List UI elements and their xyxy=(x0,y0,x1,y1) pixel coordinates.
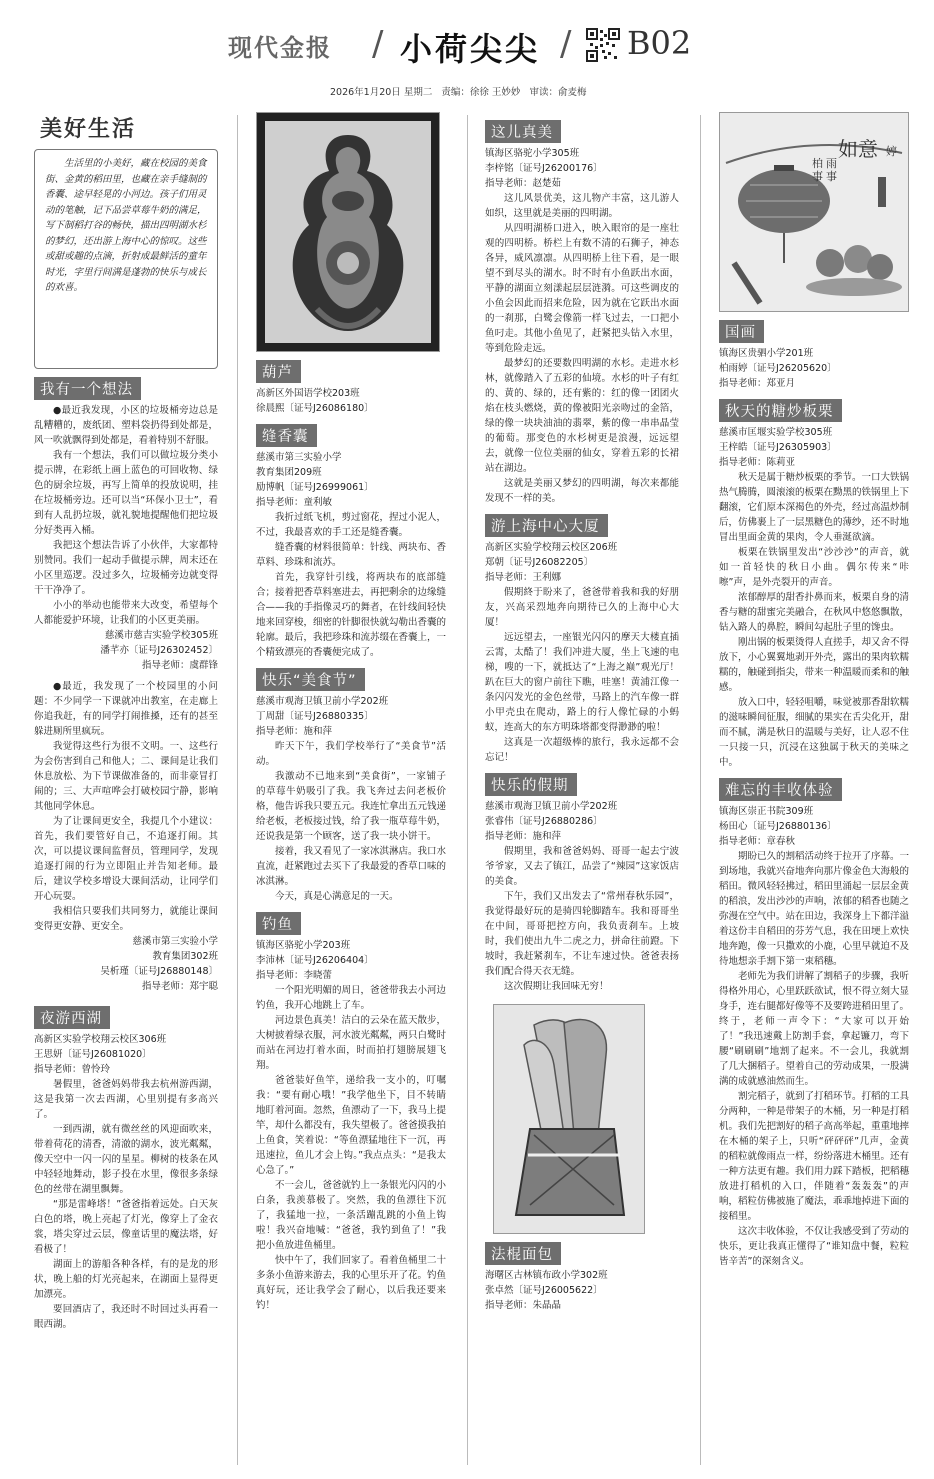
article-body xyxy=(256,983,446,1363)
author-school: 教育集团302班 xyxy=(152,951,218,962)
slash-divider: / xyxy=(372,24,384,64)
paragraph: 老师先为我们讲解了割稻子的步骤，我听得格外用心，心里跃跃欲试，恨不得立刻大显身手，连右腿都好像等不及要跨进稻田里了。终于，老师一声令下：“大家可以开始了！”我迅速戴上防割手套，拿起镰刀，弯下腰“刷刷刷”地割了起来。不一会儿，我就割了几大捆稻子。望着自己的劳动成果，一股满满的成就感油然而生。 xyxy=(719,971,910,1087)
paragraph: 我觉得这些行为很不文明。一、这些行为会伤害到自己和他人；二、课间是让我们休息放松、为下节课做准备的，而非豪冒打闹的；三、大声喧哗会打破校园宁静，影响其他同学休息。 xyxy=(34,741,218,812)
author-name: 张睿伟〔证号J26880286〕 xyxy=(485,816,603,827)
article-title: 难忘的丰收体验 xyxy=(719,778,842,801)
author-name: 王梓皓〔证号J26305903〕 xyxy=(719,442,837,453)
paragraph: 这次假期让我回味无穷！ xyxy=(504,981,609,992)
article-body xyxy=(485,844,679,994)
author-school: 镇海区骆驼小学305班 xyxy=(485,148,580,159)
paragraph: 放入口中，轻轻咀嚼，味觉被那香甜软糯的滋味瞬间征服，细腻的果实在舌尖化开，甜而不腻，满是秋日的温暖与美好，让人忍不住一只接一只，沉浸在这独属于秋天的美味之中。 xyxy=(719,697,910,768)
article-title: 国画 xyxy=(719,320,764,343)
masthead xyxy=(0,0,934,78)
paragraph: 板栗在铁锅里发出“沙沙沙”的声音，就如一首轻快的秋日小曲。偶尔传来“咔嚓”声，是外壳裂开的声音。 xyxy=(719,547,909,588)
paragraph: 最近，我发现了一个校园里的小问题：不少同学一下课就冲出教室，在走廊上你追我赶，有的同学打闹推搡，还有的甚至躲进厕所里疯玩。 xyxy=(34,681,218,737)
article-body xyxy=(256,739,446,904)
paragraph: 秋天是属于糖炒板栗的季节。一口大铁锅热气腾腾，圆滚滚的板栗在黝黑的铁锅里上下翻滚，它们原本深褐色的外壳，经过高温炒制后，仿佛裹上了一层黑糖色的薄纱，还不时地冒出里面金黄的果肉，令人垂涎欲滴。 xyxy=(719,472,910,543)
article-title: 我有一个想法 xyxy=(34,377,141,400)
paragraph: 期盼已久的割稻活动终于拉开了序幕。一到场地，我就兴奋地奔向那片像金色大海般的稻田。微风轻轻拂过，稻田里涌起一层层金黄的稻浪，发出沙沙的声响，浓郁的稻香也随之弥漫在空气中。站在田边，我深身上下都洋溢着这份丰自稻田的芬芳气息，我在田埂上欢快地奔跑，像一只撒欢的小鹿，心里早就迫不及待地想亲手割下第一束稻穗。 xyxy=(719,851,910,967)
paragraph: 为了让课间更安全，我提几个小建议：首先，我们要管好自己，不追逐打闹。其次，可以提议课间监督员，管理同学，发现追逐打闹的行为立即阻止并告知老师。最后，建议学校多增设大课间活动，让同学们开心玩耍。 xyxy=(34,816,218,902)
teacher-credit: 指导老师：施和萍 xyxy=(485,831,562,842)
author-school: 教育集团209班 xyxy=(256,467,322,478)
article-title: 快乐“美食节” xyxy=(256,668,365,691)
article-body xyxy=(34,403,218,628)
article-body xyxy=(719,849,909,1409)
paragraph: 小小的举动也能带来大改变，希望每个人都能爱护环境，让我们的小区更美丽。 xyxy=(34,600,218,626)
paragraph: 割完稻子，就到了打稻环节。打稻的工具分两种，一种是带架子的木桶，另一种是打稻机。我们先把割好的稻子高高举起，重重地摔在木桶的架子上，只听“砰砰砰”几声，金黄的稻粒就像雨点一样，纷纷落进木桶里。还有一种方法更有趣。我们用力踩下踏板，把稻穗放进打稻机的入口，伴随着“轰轰轰”的声响，稻粒仿佛被施了魔法，乖乖地掉进下面的接稻里。 xyxy=(719,1091,910,1222)
article-title: 这儿真美 xyxy=(485,120,561,143)
article-body xyxy=(719,470,909,770)
bullet-icon: ● xyxy=(53,405,62,416)
article-title: 缝香囊 xyxy=(256,424,317,447)
paragraph: 最梦幻的还要数四明湖的水杉。走进水杉林，就像踏入了五彩的仙境。水杉的叶子有红的、黄的、绿的，还有紫的：红的像一团团火焰在枝头燃烧，黄的像被阳光亲吻过的金箔，绿的像一块块油油的翡翠，紫的像一串串晶莹的葡萄。那变色的水杉树更是浪漫，远远望去，就像一位位美丽的仙女，穿着五彩的长裙站在湖边。 xyxy=(485,358,679,474)
author-name: 李沛林〔证号J26206404〕 xyxy=(256,955,374,966)
column-3 xyxy=(485,112,679,1313)
chinese-painting xyxy=(719,112,909,312)
author-school: 慈溪市慈吉实验学校305班 xyxy=(104,630,218,641)
paragraph: 要回酒店了，我还时不时回过头再看一眼西湖。 xyxy=(34,1304,218,1330)
paragraph: 假期里，我和爸爸妈妈、哥哥一起去宁波爷爷家，又去了镇江，品尝了“辣园”这家饭店的美食。 xyxy=(485,846,679,887)
paragraph: 暑假里，爸爸妈妈带我去杭州游西湖，这是我第一次去西湖，心里别提有多高兴了。 xyxy=(34,1079,218,1120)
article-title: 夜游西湖 xyxy=(34,1006,110,1029)
column-4 xyxy=(719,112,909,1409)
paragraph: 今天，真是心满意足的一天。 xyxy=(275,891,399,902)
author-name: 励博帆〔证号J26999061〕 xyxy=(256,482,374,493)
paragraph: 远远望去，一座银光闪闪的摩天大楼直插云霄，太酷了！我们冲进大厦，坐上飞速的电梯，嗖的一下，就抵达了“上海之巅”观光厅！趴在巨大的窗户前往下瞧，哇塞！黄浦江像一条闪闪发光的金色丝带，马路上的汽车像一群小甲壳虫在爬动，路上的行人像忙碌的小蚂蚁，连高大的东方明珠塔都变得渺渺的啦！ xyxy=(485,632,679,733)
article-title: 秋天的糖炒板栗 xyxy=(719,399,842,422)
editor-credit: 责编：徐徐 王妙妙 xyxy=(441,87,521,98)
paragraph: 我有一个想法，我们可以做垃圾分类小提示牌，在彩纸上画上蓝色的可回收物、绿色的厨余垃圾，再写上简单的投放说明，挂在垃圾桶旁边。还可以当“环保小卫士”，看到有人乱扔垃圾，就礼貌地提醒他们把垃圾分好类再入桶。 xyxy=(34,450,218,536)
gourd-painting xyxy=(256,112,440,352)
paragraph: 这儿风景优美，这儿物产丰富，这儿游人如织，这里就是美丽的四明湖。 xyxy=(485,193,679,219)
author-school: 慈溪市匡堰实验学校305班 xyxy=(719,427,833,438)
author-name: 柏雨婷〔证号J26205620〕 xyxy=(719,363,837,374)
section-title: 小荷尖尖 xyxy=(400,30,541,68)
teacher-credit: 指导老师：李晓蕾 xyxy=(256,970,333,981)
teacher-credit: 指导老师：赵楚茹 xyxy=(485,178,562,189)
paragraph: 下午，我们又出发去了“常州春秋乐园”，我觉得最好玩的是骑四轮脚踏车。我和哥哥坐在中间，哥哥把控方向，我负责刹车。上坡时，我们使出九牛二虎之力，拼命往前蹬。下坡时，我赶紧刹车，不让车速过快。爸爸表扬我们配合得天衣无缝。 xyxy=(485,891,679,977)
author-name: 张卓然〔证号J26005622〕 xyxy=(485,1285,603,1296)
article-body xyxy=(34,679,218,934)
author-name: 丁周甜〔证号J26880335〕 xyxy=(256,711,374,722)
intro-text: 生活里的小美好，藏在校园的美食街、金黄的稻田里，也藏在亲手缝制的香囊、途早轻晃的小河边。孩子们用灵动的笔触，记下品尝草莓牛奶的满足，写下制稻打谷的畅快，描出四明湖水杉的梦幻，还出游上海中心的惊叹。这些或甜或趣的点滴，折射成最鲜活的童年时光，字里行间满是蓬勃的快乐与成长的欢喜。 xyxy=(45,158,207,293)
teacher-credit: 指导老师：虞群锋 xyxy=(141,660,218,671)
paragraph: 从四明湖桥口进入，映入眼帘的是一座壮观的四明桥。桥栏上有数不清的石狮子，神态各异，威风凛凛。从四明桥上往下看，是一眼望不到尽头的湖水。时不时有小鱼跃出水面，平静的湖面立刻漾起层层涟漪。可这些调皮的小鱼会因此而招来危险，因为就在它跃出水面的一刹那，白鹭会像箭一样飞过去，一口把小鱼叼走。其他小鱼见了，赶紧把头钻入水里，等到危险走远。 xyxy=(485,223,679,354)
author-name: 郑朝〔证号J26082205〕 xyxy=(485,557,594,568)
column-2 xyxy=(256,112,446,1363)
author-school: 慈溪市第三实验小学 xyxy=(256,452,342,463)
paragraph: 我折过纸飞机，剪过窗花，捏过小泥人，不过，我最喜欢的手工还是缝香囊。 xyxy=(256,512,447,538)
article-title: 钓鱼 xyxy=(256,912,301,935)
author-school: 高新区实验学校翔云校区206班 xyxy=(485,542,618,553)
paragraph: 河边景色真美！洁白的云朵在蓝天散步，大树披着绿衣服，河水波光粼粼，两只白鹭时而站在河边打着水面，时而拍打翅膀展翅飞翔。 xyxy=(256,1015,447,1071)
page-number: B02 xyxy=(627,24,692,62)
issue-date: 2026年1月20日 星期二 xyxy=(330,87,433,98)
author-name: 王思妍〔证号J26081020〕 xyxy=(34,1049,152,1060)
paragraph: 接着，我又看见了一家冰淇淋店。我口水直流，赶紧跑过去买下了我最爱的香草口味的冰淇淋。 xyxy=(256,846,447,887)
paragraph: 假期終于盼来了，爸爸带着我和我的好朋友，兴高采烈地奔向期待已久的上海中心大厦！ xyxy=(485,587,679,628)
paragraph: 湖面上的游船各种各样，有的是龙的形状，晚上船的灯光亮起来，在湖面上显得更加漂亮。 xyxy=(34,1259,218,1300)
teacher-credit: 指导老师：郑亚月 xyxy=(719,378,796,389)
teacher-credit: 指导老师：章春秋 xyxy=(719,836,796,847)
paragraph: 一个阳光明媚的周日，爸爸带我去小河边钓鱼，我开心地跳上了车。 xyxy=(256,985,447,1011)
paragraph: 我把这个想法告诉了小伙伴，大家都特别赞同。我们一起动手做提示牌，周末还在小区里巡逻。没过多久，垃圾桶旁边就变得干干净净了。 xyxy=(34,540,218,596)
author-name: 吴析瑾〔证号J26880148〕 xyxy=(100,966,218,977)
article-title: 葫芦 xyxy=(256,360,301,383)
painting-caption: 雨事 xyxy=(826,157,837,183)
column-divider xyxy=(237,115,238,1465)
teacher-credit: 指导老师：朱晶晶 xyxy=(485,1300,562,1311)
author-name: 潘芊亦〔证号J26302452〕 xyxy=(100,645,218,656)
paragraph: 快中午了，我们回家了。看着鱼桶里二十多条小鱼游来游去，我的心里乐开了花。钓鱼真好玩，还让我学会了耐心，以后我还要来钓！ xyxy=(256,1255,447,1311)
intro-title: 美好生活 xyxy=(40,116,137,142)
article-body xyxy=(34,1077,218,1330)
issue-meta xyxy=(330,84,592,98)
slash-divider: / xyxy=(560,24,572,64)
column-divider xyxy=(700,115,701,1465)
paragraph: 刚出锅的板栗烫得人直搓手，却又舍不得放下，小心翼翼地剥开外壳，露出的果肉软糯糯的，触碰到指尖，带来一种温暖而柔和的触感。 xyxy=(719,637,910,693)
paragraph: 这次丰收体验，不仅让我感受到了劳动的快乐，更让我真正懂得了“谁知盘中餐，粒粒皆辛苦”的深刻含义。 xyxy=(719,1226,910,1267)
baguette-drawing-icon xyxy=(494,1005,644,1233)
article-body xyxy=(485,585,679,765)
article-body xyxy=(256,510,446,660)
author-school: 慈溪市第三实验小学 xyxy=(132,936,218,947)
article-title: 游上海中心大厦 xyxy=(485,514,608,537)
paragraph: 一到西湖，就有微丝丝的风迎面吹来，带着荷花的清香，清澈的湖水，波光粼粼，像天空中一闪一闪的星星。柳树的枝条在风中轻轻地舞动，影子投在水里，像很多条绿色的丝带在湖里飘舞。 xyxy=(34,1124,218,1195)
painting-caption: 婷 xyxy=(886,145,897,158)
author-name: 杨田心〔证号J26880136〕 xyxy=(719,821,837,832)
paragraph: 最近我发现，小区的垃圾桶旁边总是乱糟糟的，废纸团、塑料袋扔得到处都是，风一吹就飘得到处都是，看着特别不舒服。 xyxy=(34,405,218,446)
paragraph: 首先，我穿针引线，将两块布的底部缝合；接着把香草料塞进去，再把剩余的边缘缝合——我的手指像灵巧的舞者，在针线间轻快地来回穿梭，细密的针脚很快就勾勒出香囊的轮廓。最后，我把珍珠和流苏缀在香囊上，一个精致漂亮的香囊便完成了。 xyxy=(256,572,447,658)
author-school: 慈溪市观海卫镇卫前小学202班 xyxy=(485,801,618,812)
paragraph: 浓郁醇厚的甜香扑鼻而来，板栗自身的清香与糖的甜蜜完美融合，在秋风中悠悠飘散，钻入路人的鼻腔，瞬间勾起肚子里的馋虫。 xyxy=(719,592,910,633)
column-1 xyxy=(34,112,218,1330)
lantern-painting-icon xyxy=(720,113,908,311)
article-body xyxy=(485,191,679,506)
author-school: 高新区实验学校翔云校区306班 xyxy=(34,1034,167,1045)
author-name: 徐晨熙〔证号J26086180〕 xyxy=(256,403,374,414)
qr-code-icon xyxy=(586,28,620,62)
teacher-credit: 指导老师：王利娜 xyxy=(485,572,562,583)
teacher-credit: 指导老师：郑宇聪 xyxy=(141,981,218,992)
author-school: 海曙区古林镇布政小学302班 xyxy=(485,1270,608,1281)
painting-caption: 如意 xyxy=(838,137,878,161)
article-title: 法棍面包 xyxy=(485,1242,561,1265)
paragraph: 我相信只要我们共同努力，就能让课间变得更安静、更安全。 xyxy=(34,906,218,932)
painting-caption: 柏事 xyxy=(812,157,823,183)
author-school: 镇海区骆驼小学203班 xyxy=(256,940,351,951)
paragraph: 缝香囊的材料很简单：针线、两块布、香草料、珍珠和流苏。 xyxy=(256,542,447,568)
paragraph: 我激动不已地来到“美食街”，一家铺子的草莓牛奶吸引了我。我飞奔过去问老板价格，他告诉我只要五元。我连忙拿出五元钱递给老板，老板接过钱，给了我一瓶草莓牛奶，还说我是第一个顾客，送了我一块小饼干。 xyxy=(256,771,447,842)
paragraph: 昨天下午，我们学校举行了“美食节”活动。 xyxy=(256,741,446,767)
paragraph: 这就是美丽又梦幻的四明湖，每次来都能发现不一样的美。 xyxy=(485,478,679,504)
author-school: 慈溪市观海卫镇卫前小学202班 xyxy=(256,696,389,707)
gourd-painting-icon xyxy=(257,113,439,351)
newspaper-name: 现代金报 xyxy=(228,33,332,62)
baguette-drawing xyxy=(493,1004,645,1234)
article-title: 快乐的假期 xyxy=(485,773,577,796)
teacher-credit: 指导老师：曾怜玲 xyxy=(34,1064,111,1075)
paragraph: 这真是一次超级棒的旅行，我永远都不会忘记！ xyxy=(485,737,679,763)
column-divider xyxy=(467,115,468,1465)
teacher-credit: 指导老师：施和萍 xyxy=(256,726,333,737)
teacher-credit: 指导老师：童利敏 xyxy=(256,497,333,508)
author-school: 镇海区贵驷小学201班 xyxy=(719,348,814,359)
author-school: 高新区外国语学校203班 xyxy=(256,388,360,399)
author-name: 李梓铭〔证号J26200176〕 xyxy=(485,163,603,174)
paragraph: 不一会儿，爸爸就钓上一条银光闪闪的小白条，我羡慕极了。突然，我的鱼漂往下沉了，我猛地一拉，一条活蹦乱跳的小鱼上钩啦！我兴奋地喊：“爸爸，我钓到鱼了！”我把小鱼放进鱼桶里。 xyxy=(256,1180,447,1251)
teacher-credit: 指导老师：陈莉亚 xyxy=(719,457,796,468)
intro-box xyxy=(34,149,218,369)
paragraph: 爸爸装好鱼竿，递给我一支小的，叮嘱我：“要有耐心哦！”我学他坐下，目不转睛地盯着河面。忽然，鱼漂动了一下，我马上提竿，却什么都没有，我失望极了。爸爸摸我拍上鱼食，笑着说：“等鱼漂猛地往下一沉，再迅速拉，鱼儿才会上钩。”我点点头：“是我太心急了。” xyxy=(256,1075,447,1176)
paragraph: “那是雷峰塔！”爸爸指着远处。白天灰白色的塔，晚上亮起了灯光，像穿上了金衣裳，塔尖穿过云层，像童话里的魔法塔，好看极了！ xyxy=(34,1199,218,1255)
reviewer-credit: 审读：俞麦梅 xyxy=(529,87,587,98)
author-school: 镇海区崇正书院309班 xyxy=(719,806,814,817)
bullet-icon: ● xyxy=(53,681,63,692)
